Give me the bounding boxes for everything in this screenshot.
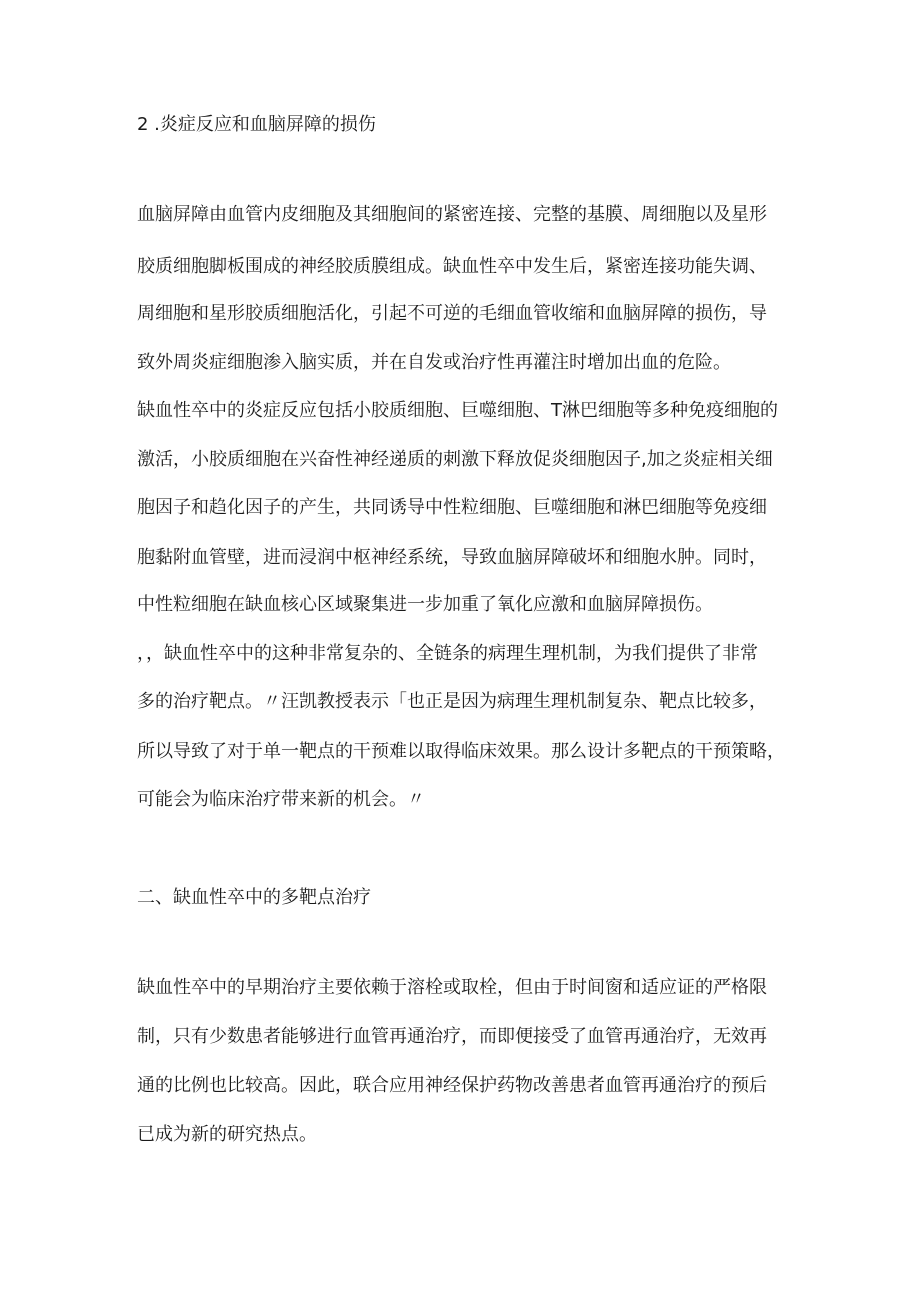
text-line: 胶质细胞脚板围成的神经胶质膜组成。缺血性卒中发生后，紧密连接功能失调、 [137,256,767,277]
text-line: 多的治疗靶点。〃汪凯教授表示「也正是因为病理生理机制复杂、靶点比较多， [137,691,767,712]
text-line: 胞因子和趋化因子的产生，共同诱导中性粒细胞、巨噬细胞和淋巴细胞等免疫细 [137,497,767,518]
text-line: ，，缺血性卒中的这种非常复杂的、全链条的病理生理机制，为我们提供了非常 [137,643,758,664]
text-line: 可能会为临床治疗带来新的机会。〃 [137,789,425,810]
section-heading-inflammation: 2 .炎症反应和血脑屏障的损伤 [137,114,376,135]
text-line: 致外周炎症细胞渗入脑实质，并在自发或治疗性再灌注时增加出血的危险。 [137,352,731,373]
text-line: 周细胞和星形胶质细胞活化，引起不可逆的毛细血管收缩和血脑屏障的损伤，导 [137,303,767,324]
text-line: 缺血性卒中的早期治疗主要依赖于溶栓或取栓，但由于时间窗和适应证的严格限 [137,977,767,998]
text-line: 通的比例也比较高。因此，联合应用神经保护药物改善患者血管再通治疗的预后 [137,1075,767,1096]
text-line: 制，只有少数患者能够进行血管再通治疗，而即便接受了血管再通治疗，无效再 [137,1026,767,1047]
text-line: 所以导致了对于单一靶点的干预难以取得临床效果。那么设计多靶点的干预策略， [137,741,785,762]
section-heading-multitarget: 二、缺血性卒中的多靶点治疗 [137,887,371,908]
text-line: 血脑屏障由血管内皮细胞及其细胞间的紧密连接、完整的基膜、周细胞以及星形 [137,204,767,225]
text-line: 缺血性卒中的炎症反应包括小胶质细胞、巨噬细胞、T淋巴细胞等多种免疫细胞的 [137,400,778,421]
text-line: 激活，小胶质细胞在兴奋性神经递质的刺激下释放促炎细胞因子,加之炎症相关细 [137,449,773,470]
text-line: 已成为新的研究热点。 [137,1124,317,1145]
text-line: 中性粒细胞在缺血核心区域聚集进一步加重了氧化应激和血脑屏障损伤。 [137,594,713,615]
text-line: 胞黏附血管壁，进而浸润中枢神经系统，导致血脑屏障破坏和细胞水肿。同时， [137,547,767,568]
